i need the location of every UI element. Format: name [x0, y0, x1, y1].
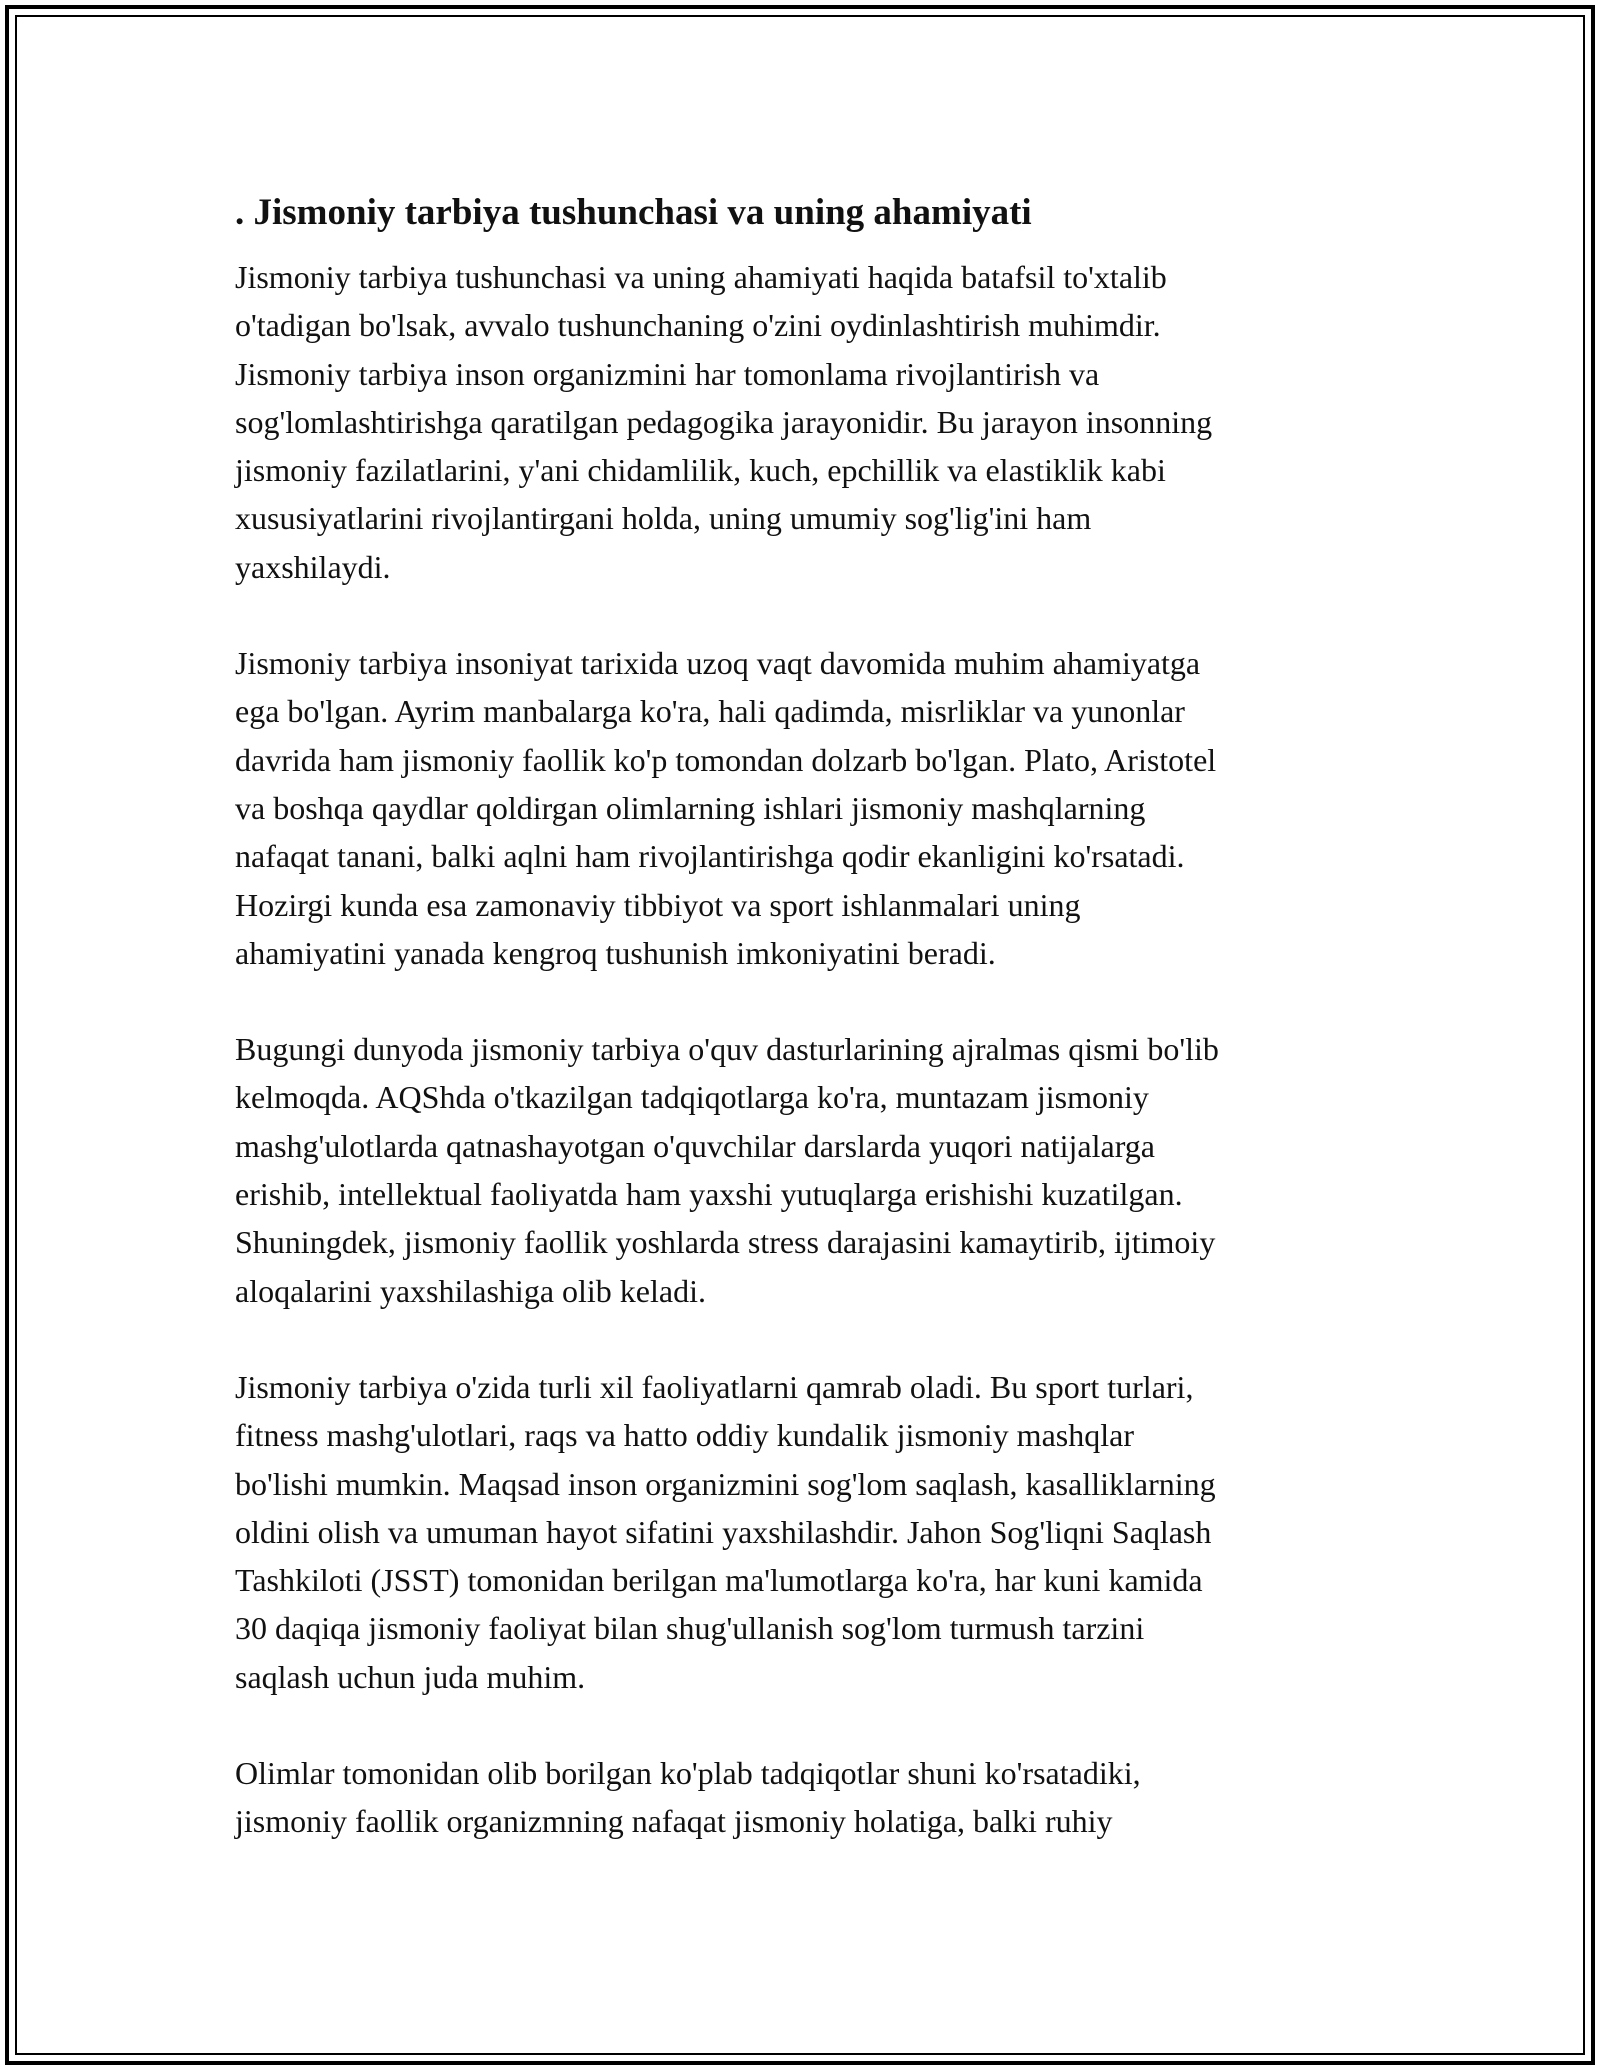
document-body	[235, 185, 1385, 1894]
paragraph-line: aloqalarini yaxshilashiga olib keladi.	[235, 1272, 706, 1309]
paragraph-line: Shuningdek, jismoniy faollik yoshlarda stress darajasini kamaytirib, ijtimoiy	[235, 1224, 1216, 1261]
paragraph-line: mashg'ulotlarda qatnashayotgan o'quvchilar darslarda yuqori natijalarga	[235, 1127, 1155, 1164]
paragraph-line: davrida ham jismoniy faollik ko'p tomondan dolzarb bo'lgan. Plato, Aristotel	[235, 741, 1217, 778]
paragraph-line: Jismoniy tarbiya insoniyat tarixida uzoq vaqt davomida muhim ahamiyatga	[235, 645, 1201, 682]
paragraph	[235, 253, 1385, 591]
paragraph-line: fitness mashg'ulotlari, raqs va hatto oddiy kundalik jismoniy mashqlar	[235, 1417, 1134, 1454]
paragraph-line: Bugungi dunyoda jismoniy tarbiya o'quv dasturlarining ajralmas qismi bo'lib	[235, 1031, 1219, 1068]
paragraph-line: kelmoqda. AQShda o'tkazilgan tadqiqotlarga ko'ra, muntazam jismoniy	[235, 1079, 1149, 1116]
paragraph-line: nafaqat tanani, balki aqlni ham rivojlantirishga qodir ekanligini ko'rsatadi.	[235, 838, 1185, 875]
paragraph	[235, 1363, 1385, 1701]
paragraph	[235, 1025, 1385, 1315]
paragraph	[235, 639, 1385, 977]
paragraph-line: Hozirgi kunda esa zamonaviy tibbiyot va sport ishlanmalari uning	[235, 886, 1081, 923]
paragraph-list	[235, 253, 1385, 1846]
paragraph-line: bo'lishi mumkin. Maqsad inson organizmini sog'lom saqlash, kasalliklarning	[235, 1465, 1216, 1502]
paragraph-line: erishib, intellektual faoliyatda ham yaxshi yutuqlarga erishishi kuzatilgan.	[235, 1176, 1183, 1213]
paragraph-line: saqlash uchun juda muhim.	[235, 1658, 586, 1695]
paragraph-line: xususiyatlarini rivojlantirgani holda, uning umumiy sog'lig'ini ham	[235, 500, 1092, 537]
paragraph-line: sog'lomlashtirishga qaratilgan pedagogika jarayonidir. Bu jarayon insonning	[235, 403, 1213, 440]
section-heading: . Jismoniy tarbiya tushunchasi va uning ahamiyati	[235, 192, 1032, 233]
paragraph-line: oldini olish va umuman hayot sifatini yaxshilashdir. Jahon Sog'liqni Saqlash	[235, 1513, 1212, 1550]
paragraph-line: Jismoniy tarbiya inson organizmini har tomonlama rivojlantirish va	[235, 355, 1100, 392]
paragraph-line: Jismoniy tarbiya tushunchasi va uning ahamiyati haqida batafsil to'xtalib	[235, 259, 1167, 295]
paragraph-line: yaxshilaydi.	[235, 548, 391, 585]
paragraph-line: ega bo'lgan. Ayrim manbalarga ko'ra, hali qadimda, misrliklar va yunonlar	[235, 693, 1185, 730]
paragraph-line: va boshqa qaydlar qoldirgan olimlarning ishlari jismoniy mashqlarning	[235, 789, 1146, 826]
paragraph-line: 30 daqiqa jismoniy faoliyat bilan shug'ullanish sog'lom turmush tarzini	[235, 1610, 1145, 1647]
paragraph-line: ahamiyatini yanada kengroq tushunish imkoniyatini beradi.	[235, 934, 996, 971]
paragraph	[235, 1749, 1385, 1846]
paragraph-line: Olimlar tomonidan olib borilgan ko'plab tadqiqotlar shuni ko'rsatadiki,	[235, 1755, 1141, 1792]
paragraph-line: Tashkiloti (JSST) tomonidan berilgan ma'lumotlarga ko'ra, har kuni kamida	[235, 1562, 1203, 1599]
paragraph-line: jismoniy fazilatlarini, y'ani chidamlilik, kuch, epchillik va elastiklik kabi	[235, 452, 1166, 489]
paragraph-line: jismoniy faollik organizmning nafaqat jismoniy holatiga, balki ruhiy	[235, 1803, 1113, 1840]
paragraph-line: Jismoniy tarbiya o'zida turli xil faoliyatlarni qamrab oladi. Bu sport turlari,	[235, 1368, 1194, 1405]
paragraph-line: o'tadigan bo'lsak, avvalo tushunchaning o'zini oydinlashtirish muhimdir.	[235, 307, 1161, 344]
